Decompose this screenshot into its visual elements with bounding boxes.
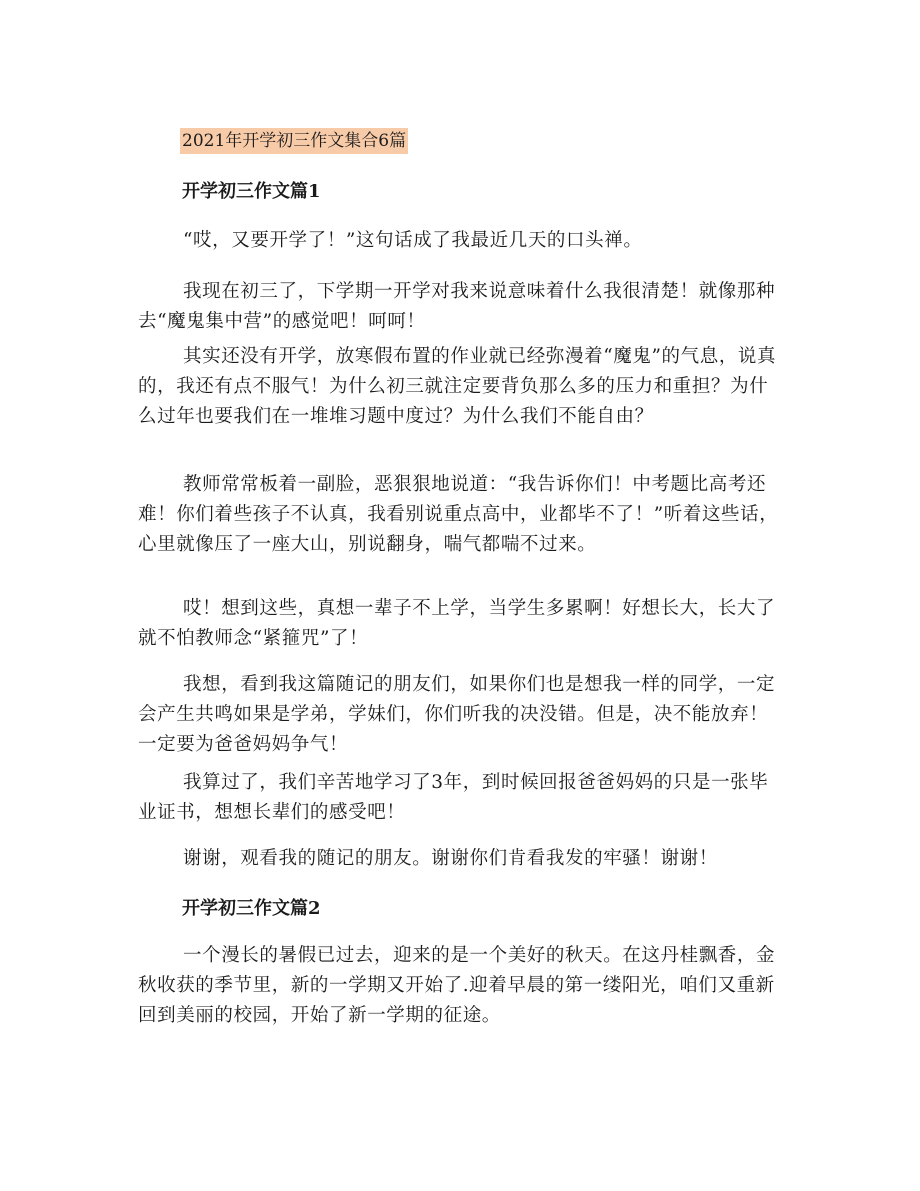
section-heading-1: 开学初三作文篇1 (182, 181, 321, 202)
paragraph: 哎！想到这些，真想一辈子不上学，当学生多累啊！好想长大，长大了就不怕教师念“紧箍咒”了！ (138, 598, 776, 649)
paragraph: 一个漫长的暑假已过去，迎来的是一个美好的秋天。在这丹桂飘香，金秋收获的季节里，新的一学期又开始了.迎着早晨的第一缕阳光，咱们又重新回到美丽的校园，开始了新一学期的征途。 (138, 945, 776, 1026)
section-heading-2: 开学初三作文篇2 (182, 898, 321, 919)
paragraph: 我现在初三了，下学期一开学对我来说意味着什么我很清楚！就像那种去“魔鬼集中营”的感觉吧！呵呵！ (138, 281, 776, 332)
paragraph: 其实还没有开学，放寒假布置的作业就已经弥漫着“魔鬼”的气息，说真的，我还有点不服气！为什么初三就注定要背负那么多的压力和重担？为什么过年也要我们在一堆堆习题中度过？为什么我们不能自由？ (138, 346, 777, 427)
paragraph: 谢谢，观看我的随记的朋友。谢谢你们肯看我发的牢骚！谢谢！ (183, 848, 718, 869)
paragraph: 我算过了，我们辛苦地学习了3年，到时候回报爸爸妈妈的只是一张毕业证书，想想长辈们的感受吧！ (138, 772, 769, 823)
paragraph: 教师常常板着一副脸，恶狠狠地说道：“我告诉你们！中考题比高考还难！你们着些孩子不认真，我看别说重点高中，业都毕不了！”听着这些话，心里就像压了一座大山，别说翻身，喘气都喘不过来。 (138, 474, 779, 555)
paragraph: 我想，看到我这篇随记的朋友们，如果你们也是想我一样的同学，一定会产生共鸣如果是学弟，学妹们，你们听我的决没错。但是，决不能放弃！一定要为爸爸妈妈争气！ (138, 674, 776, 755)
document-title: 2021年开学初三作文集合6篇 (180, 128, 408, 154)
paragraph: “哎，又要开学了！”这句话成了我最近几天的口头禅。 (183, 230, 643, 251)
